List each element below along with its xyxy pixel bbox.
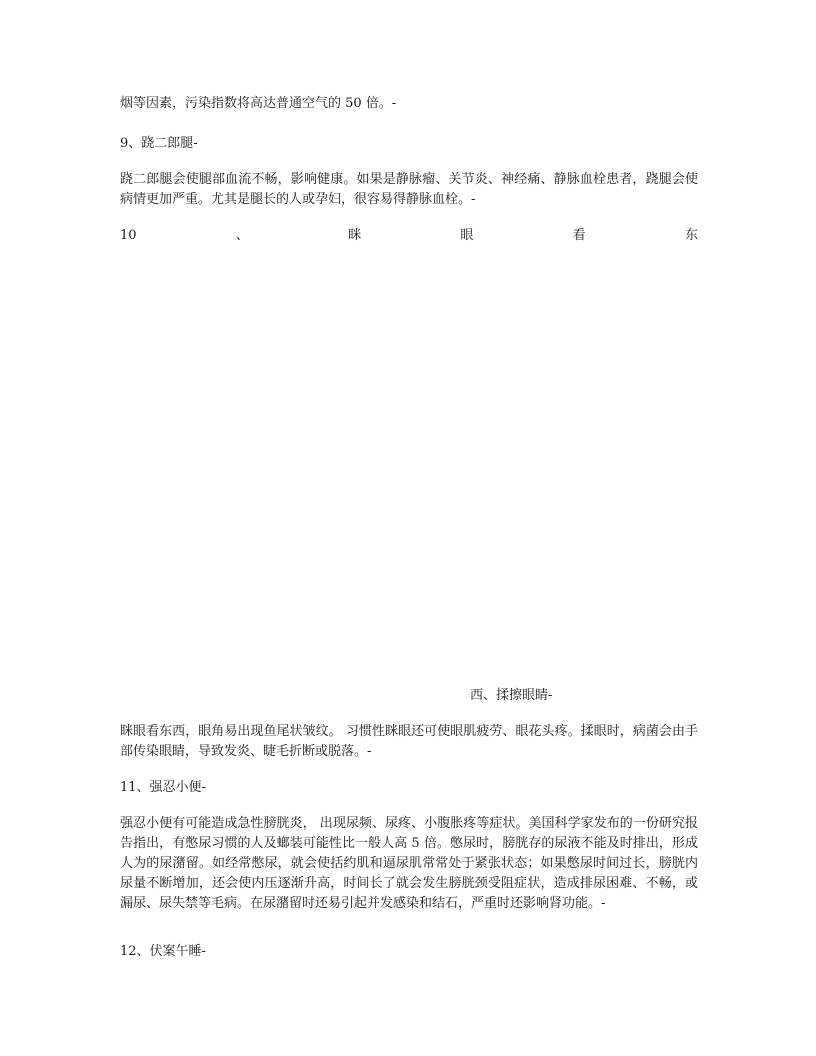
- heading-item-11: 11、强忍小便-: [120, 780, 206, 795]
- heading-10-part: 眼: [460, 228, 474, 243]
- heading-item-10-tail: 西、揉擦眼睛-: [470, 688, 553, 703]
- paragraph-item-11: 强忍小便有可能造成急性膀胱炎， 出现尿频、尿疼、小腹胀疼等症状。美国科学家发布的一份研究报告指出，有憋尿习惯的人及螂装可能性比一般人高 5 倍。憋尿时，膀胱存的尿液不能及时排出，形成人为的尿潴留。如经常憋尿，就会使括约肌和逼尿肌常常处于紧张状态；如果憋尿时间过长，膀胱内尿量不断增加，还会使内压逐渐升高，时间长了就会发生膀胱颈受阻症状，造成排尿困难、不畅，或漏尿、尿失禁等毛病。在尿潴留时还易引起并发感染和结石，严重时还影响肾功能。-: [120, 816, 698, 911]
- heading-item-10-spread: [120, 226, 698, 246]
- paragraph-continuation: 烟等因素，污染指数将高达普通空气的 50 倍。-: [120, 96, 397, 111]
- paragraph-item-9: 跷二郎腿会使腿部血流不畅，影响健康。如果是静脉瘤、关节炎、神经痛、静脉血栓患者，跷腿会使病情更加严重。尤其是腿长的人或孕妇，很容易得静脉血栓。-: [120, 172, 698, 207]
- heading-item-12: 12、伏案午睡-: [120, 944, 206, 959]
- paragraph-item-10: 眯眼看东西，眼角易出现鱼尾状皱纹。 习惯性眯眼还可使眼肌疲劳、眼花头疼。揉眼时，病菌会由手部传染眼睛，导致发炎、睫毛折断或脱落。-: [120, 724, 698, 759]
- heading-10-part: 看: [572, 228, 586, 243]
- heading-10-part: 、: [235, 228, 249, 243]
- heading-10-part: 10: [120, 228, 137, 243]
- heading-10-part: 东: [684, 228, 698, 243]
- heading-10-part: 眯: [348, 228, 362, 243]
- heading-item-9: 9、跷二郎腿-: [120, 136, 198, 151]
